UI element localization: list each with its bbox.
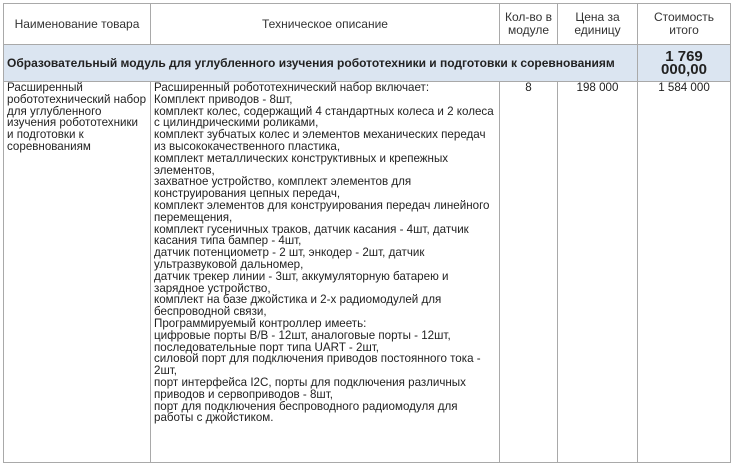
item-cost: 1 584 000 — [638, 82, 731, 463]
description-line: порт интерфейса I2C, порты для подключения различных приводов и сервоприводов - 8шт, — [154, 375, 466, 401]
header-name: Наименование товара — [4, 4, 151, 45]
table-row — [4, 82, 731, 463]
description-line: комплект на базе джойстика и 2-х радиомодулей для беспроводной связи, — [154, 293, 442, 319]
item-description — [151, 82, 500, 463]
header-description: Техническое описание — [151, 4, 500, 45]
description-line: комплект зубчатых колес и элементов механических передач из высококачественного пластика, — [154, 128, 486, 153]
description-line: Программируемый контроллер имееть: — [154, 316, 367, 330]
description-line: комплект гусеничных траков, датчик касания - 4шт, датчик касания типа бампер - 4шт, — [154, 222, 469, 248]
description-line: цифровые порты В/В - 12шт, аналоговые порты - 12шт, последовательные порт типа UART - 2шт, — [154, 328, 451, 354]
header-price: Цена за единицу — [558, 4, 638, 45]
description-line: Комплект приводов - 8шт, — [154, 92, 293, 106]
item-qty: 8 — [500, 82, 558, 463]
item-name: Расширенный робототехнический набор для углубленного изучения робототехники и подготовки к соревнованиям — [4, 82, 151, 463]
item-price: 198 000 — [558, 82, 638, 463]
section-total: 1 769 000,00 — [638, 45, 731, 82]
description-line: комплект металлических конструктивных и крепежных элементов, — [154, 151, 449, 177]
header-row — [4, 4, 731, 45]
description-line: комплект колес, содержащий 4 стандартных колеса и 2 колеса с цилиндрическими роликами, — [154, 104, 494, 130]
description-line: датчик трекер линии - 3шт, аккумуляторную батарею и зарядное устройство, — [154, 269, 449, 295]
description-line: захватное устройство, комплект элементов для конструирования цепных передач, — [154, 175, 412, 201]
spec-table — [3, 3, 731, 463]
description-line: Расширенный робототехнический набор включает: — [154, 81, 430, 94]
description-line: порт для подключения беспроводного радиомодуля для работы с джойстиком. — [154, 399, 458, 425]
description-line: датчик потенциометр - 2 шт, энкодер - 2шт, датчик ультразвуковой дальномер, — [154, 246, 425, 271]
description-line: силовой порт для подключения приводов постоянного тока - 2шт, — [154, 352, 481, 378]
section-title: Образовательный модуль для углубленного изучения робототехники и подготовки к соревнованиям — [4, 45, 638, 82]
section-row — [4, 45, 731, 82]
header-cost: Стоимость итого — [638, 4, 731, 45]
header-qty: Кол-во в модуле — [500, 4, 558, 45]
description-line: комплект элементов для конструирования передач линейного перемещения, — [154, 198, 490, 224]
